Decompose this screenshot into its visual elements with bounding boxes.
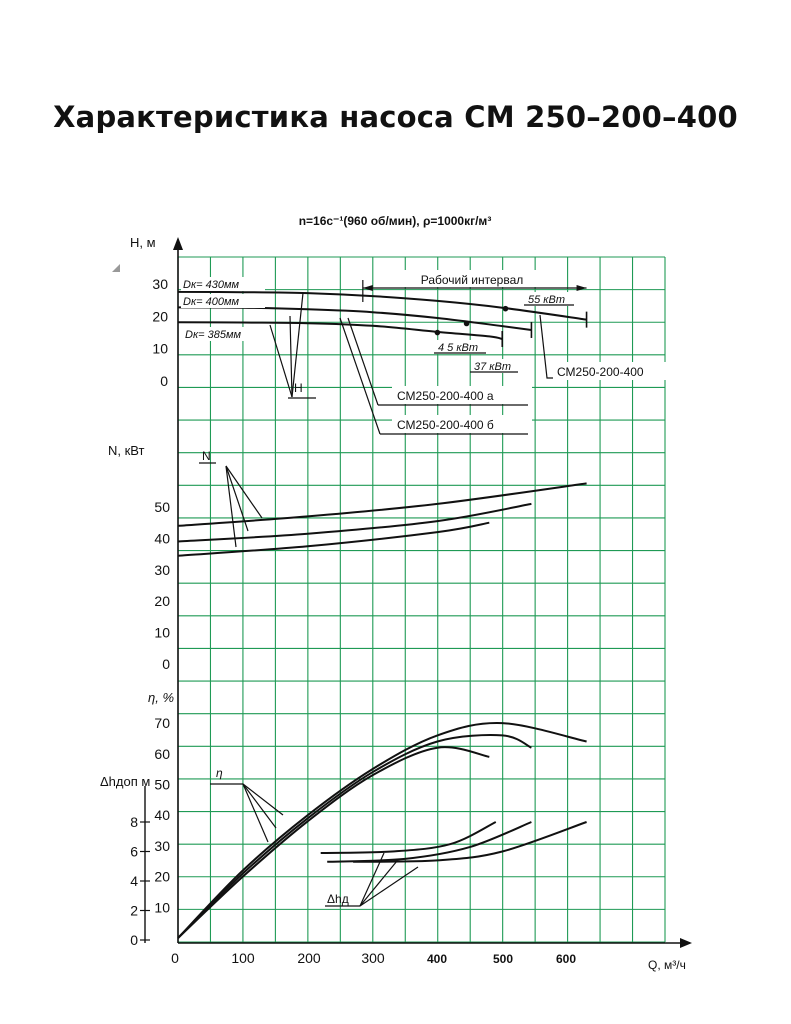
h-tick-label: 20 — [152, 308, 168, 325]
x-tick-label: 300 — [361, 950, 385, 966]
chart-subtitle: n=16с⁻¹(960 об/мин), ρ=1000кг/м³ — [298, 214, 492, 228]
npsh-tick-label: 6 — [130, 843, 138, 860]
x-tick-label: 200 — [297, 950, 321, 966]
npsh-curve-1 — [327, 822, 531, 862]
leader-pump-a — [348, 318, 378, 405]
eta-tick-label: 60 — [154, 745, 170, 762]
eta-tick-label: 10 — [154, 899, 170, 916]
label-eta-marker: η — [216, 766, 223, 780]
label-n-marker: N — [202, 449, 211, 463]
x-axis-arrow — [680, 938, 692, 948]
efficiency-curve-1 — [178, 735, 531, 938]
h-tick-label: 30 — [152, 276, 168, 293]
leader-h — [270, 325, 292, 397]
leader-pump-main — [540, 315, 553, 378]
grid — [178, 257, 665, 942]
n-tick-label: 20 — [154, 593, 170, 610]
x-axis-label: Q, м³/ч — [648, 958, 686, 972]
npsh-tick-label: 8 — [130, 814, 138, 830]
label-37kw: 37 кВт — [474, 361, 511, 373]
label-d430: Dк= 430мм — [183, 279, 240, 291]
x-tick-label: 600 — [555, 952, 577, 966]
x-tick-label: 0 — [171, 950, 179, 966]
n-tick-label: 40 — [154, 530, 170, 547]
eta-tick-label: 50 — [154, 776, 170, 793]
x-tick-label: 100 — [231, 950, 255, 966]
eta-tick-label: 20 — [154, 868, 170, 885]
annotations — [181, 270, 666, 906]
n-tick-label: 10 — [154, 624, 170, 641]
efficiency-curve-0 — [178, 723, 587, 938]
label-pump-a: СМ250-200-400 а — [397, 389, 494, 403]
label-npsh-marker: Δhд — [327, 892, 349, 906]
n-tick-label: 50 — [154, 499, 170, 515]
label-55kw: 55 кВт — [528, 294, 565, 306]
label-45kw: 4 5 кВт — [438, 342, 479, 354]
npsh-curve-2 — [321, 822, 496, 853]
head-curve-1 — [178, 307, 531, 330]
npsh-tick-label: 0 — [130, 932, 138, 948]
h-tick-label: 10 — [152, 340, 168, 357]
x-tick-label: 500 — [492, 952, 514, 966]
npsh-tick-label: 2 — [130, 902, 138, 919]
npsh-axis-label: Δhдоп м — [100, 774, 151, 789]
working-interval-label: Рабочий интервал — [420, 273, 524, 287]
x-tick-label: 400 — [426, 952, 448, 966]
eta-tick-label: 40 — [154, 807, 170, 824]
leader-npsh — [360, 861, 397, 906]
eta-axis-label: η, % — [148, 690, 174, 705]
leader-pump-b — [340, 318, 380, 434]
leader-h — [290, 316, 292, 397]
eta-tick-label: 70 — [154, 715, 170, 732]
power-point — [435, 330, 441, 336]
n-axis-label: N, кВт — [108, 443, 145, 458]
n-tick-label: 30 — [154, 561, 170, 578]
npsh-tick-label: 4 — [130, 873, 138, 889]
power-point — [503, 306, 509, 312]
eta-tick-label: 30 — [154, 837, 170, 854]
label-h-marker: H — [294, 381, 303, 395]
n-tick-label: 0 — [162, 656, 170, 672]
corner-mark — [112, 264, 120, 272]
power-point — [464, 321, 470, 327]
label-d400: Dк= 400мм — [183, 296, 240, 308]
page-title: Характеристика насоса СМ 250–200–400 — [53, 100, 738, 134]
label-pump-main: СМ250-200-400 — [557, 365, 644, 379]
y-axis-arrow — [173, 237, 183, 250]
label-pump-b: СМ250-200-400 б — [397, 418, 494, 432]
h-tick-label: 0 — [160, 373, 168, 389]
h-axis-label: H, м — [130, 235, 156, 250]
label-d385: Dк= 385мм — [185, 329, 242, 341]
